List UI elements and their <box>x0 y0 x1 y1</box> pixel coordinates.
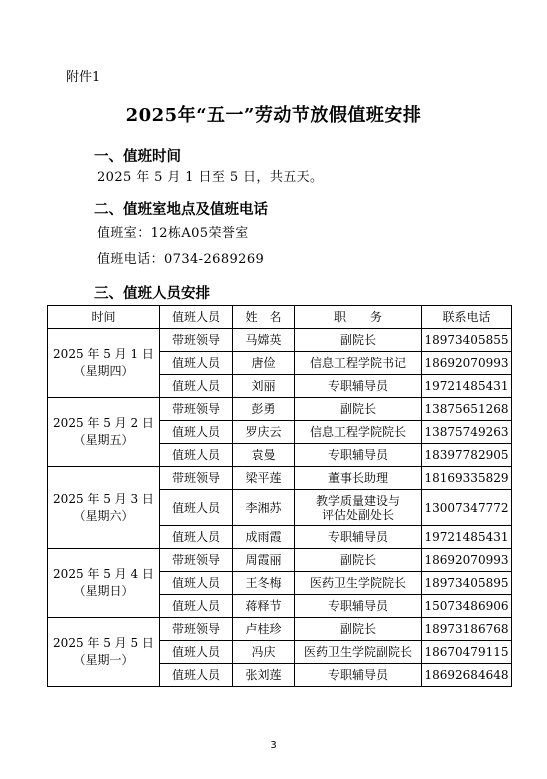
duty-phone-text: 值班电话：0734-2689269 <box>97 252 265 267</box>
title-cell: 专职辅导员 <box>295 595 422 618</box>
name-cell: 李湘苏 <box>233 490 295 526</box>
phone-cell: 18973405895 <box>422 572 512 595</box>
page-title: 2025年“五一”劳动节放假值班安排 <box>125 105 422 126</box>
date-text: 2025 年 5 月 1 日 <box>53 347 154 361</box>
date-cell <box>48 467 160 549</box>
weekday-text: （星期一） <box>73 653 134 667</box>
role-cell: 值班人员 <box>160 526 233 549</box>
table-row <box>48 618 512 641</box>
date-text: 2025 年 5 月 4 日 <box>53 567 154 581</box>
header-role: 值班人员 <box>160 306 233 329</box>
weekday-text: （星期日） <box>73 584 134 598</box>
role-cell: 值班人员 <box>160 641 233 664</box>
name-cell: 周霞丽 <box>233 549 295 572</box>
phone-cell: 13007347772 <box>422 490 512 526</box>
phone-cell: 18692070993 <box>422 549 512 572</box>
name-cell: 马嫦英 <box>233 329 295 352</box>
role-cell: 带班领导 <box>160 329 233 352</box>
name-cell: 刘丽 <box>233 375 295 398</box>
phone-cell: 19721485431 <box>422 526 512 549</box>
name-cell: 罗庆云 <box>233 421 295 444</box>
attachment-label: 附件1 <box>66 70 101 85</box>
phone-cell: 19721485431 <box>422 375 512 398</box>
role-cell: 带班领导 <box>160 618 233 641</box>
title-cell: 医药卫生学院院长 <box>295 572 422 595</box>
name-cell: 蒋释节 <box>233 595 295 618</box>
title-cell: 信息工程学院院长 <box>295 421 422 444</box>
name-cell: 彭勇 <box>233 398 295 421</box>
page-number: 3 <box>270 740 277 751</box>
header-phone: 联系电话 <box>422 306 512 329</box>
date-text: 2025 年 5 月 2 日 <box>53 416 154 430</box>
phone-cell: 18692684648 <box>422 664 512 687</box>
role-cell: 值班人员 <box>160 421 233 444</box>
phone-cell: 18692070993 <box>422 352 512 375</box>
title-cell: 医药卫生学院副院长 <box>295 641 422 664</box>
section-heading-duty-time: 一、值班时间 <box>94 149 181 165</box>
phone-cell: 15073486906 <box>422 595 512 618</box>
title-cell: 副院长 <box>295 549 422 572</box>
table-body <box>48 329 512 687</box>
duty-room-text: 值班室：12栋A05荣誉室 <box>97 226 249 241</box>
date-cell <box>48 329 160 398</box>
title-cell: 董事长助理 <box>295 467 422 490</box>
role-cell: 值班人员 <box>160 490 233 526</box>
title-cell: 信息工程学院书记 <box>295 352 422 375</box>
name-cell: 唐俭 <box>233 352 295 375</box>
phone-cell: 18973405855 <box>422 329 512 352</box>
date-cell <box>48 398 160 467</box>
weekday-text: （星期四） <box>73 364 134 378</box>
name-cell: 袁曼 <box>233 444 295 467</box>
table-row <box>48 329 512 352</box>
table-row <box>48 398 512 421</box>
section-heading-staff-schedule: 三、值班人员安排 <box>94 286 210 302</box>
phone-cell: 18670479115 <box>422 641 512 664</box>
table-row <box>48 549 512 572</box>
name-cell: 王冬梅 <box>233 572 295 595</box>
phone-cell: 18169335829 <box>422 467 512 490</box>
role-cell: 值班人员 <box>160 664 233 687</box>
role-cell: 值班人员 <box>160 444 233 467</box>
weekday-text: （星期五） <box>73 433 134 447</box>
role-cell: 带班领导 <box>160 398 233 421</box>
date-cell <box>48 618 160 687</box>
phone-cell: 13875651268 <box>422 398 512 421</box>
header-name: 姓 名 <box>233 306 295 329</box>
title-cell: 副院长 <box>295 618 422 641</box>
role-cell: 值班人员 <box>160 572 233 595</box>
phone-cell: 13875749263 <box>422 421 512 444</box>
section-heading-duty-room: 二、值班室地点及值班电话 <box>94 202 268 218</box>
title-cell: 专职辅导员 <box>295 375 422 398</box>
name-cell: 张刘莲 <box>233 664 295 687</box>
weekday-text: （星期六） <box>73 508 134 523</box>
table-header-row <box>48 306 512 329</box>
title-cell: 专职辅导员 <box>295 526 422 549</box>
name-cell: 成雨霞 <box>233 526 295 549</box>
role-cell: 值班人员 <box>160 595 233 618</box>
date-text: 2025 年 5 月 3 日 <box>53 491 154 506</box>
name-cell: 冯庆 <box>233 641 295 664</box>
role-cell: 值班人员 <box>160 375 233 398</box>
title-cell: 教学质量建设与 评估处副处长 <box>295 490 422 526</box>
duty-time-text: 2025 年 5 月 1 日至 5 日，共五天。 <box>97 170 324 185</box>
date-cell <box>48 549 160 618</box>
title-cell: 副院长 <box>295 329 422 352</box>
role-cell: 值班人员 <box>160 352 233 375</box>
phone-cell: 18397782905 <box>422 444 512 467</box>
role-cell: 带班领导 <box>160 549 233 572</box>
header-title: 职 务 <box>295 306 422 329</box>
title-cell: 专职辅导员 <box>295 444 422 467</box>
title-cell: 专职辅导员 <box>295 664 422 687</box>
phone-cell: 18973186768 <box>422 618 512 641</box>
title-cell: 副院长 <box>295 398 422 421</box>
name-cell: 卢桂珍 <box>233 618 295 641</box>
role-cell: 带班领导 <box>160 467 233 490</box>
table-row <box>48 467 512 490</box>
duty-schedule-table <box>47 305 512 687</box>
name-cell: 梁平莲 <box>233 467 295 490</box>
date-text: 2025 年 5 月 5 日 <box>53 636 154 650</box>
header-time: 时间 <box>48 306 160 329</box>
